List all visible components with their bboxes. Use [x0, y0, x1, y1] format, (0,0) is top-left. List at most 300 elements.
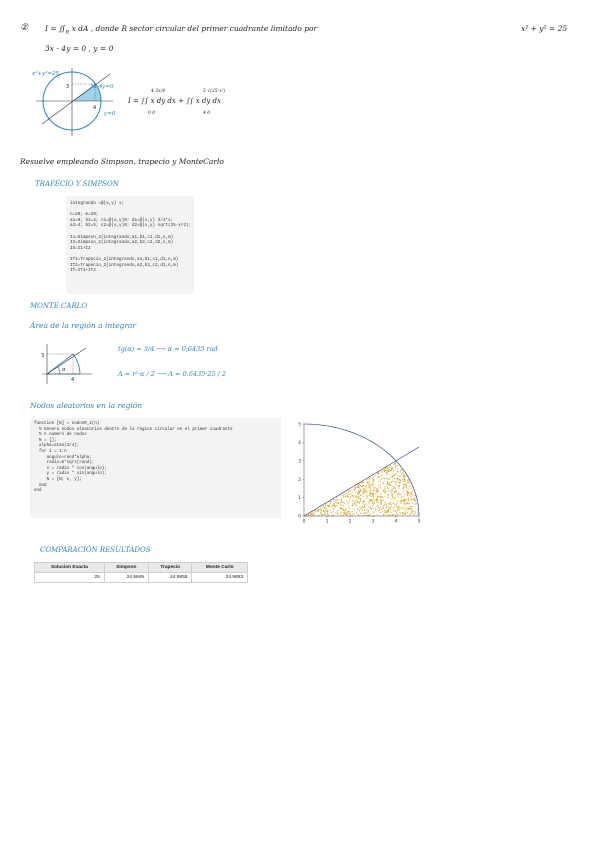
scatter-point — [402, 488, 403, 489]
scatter-point — [336, 505, 337, 506]
scatter-point — [366, 513, 367, 514]
scatter-point — [370, 490, 371, 491]
scatter-point — [372, 495, 373, 496]
scatter-point — [324, 511, 325, 512]
scatter-point — [391, 482, 392, 483]
scatter-point — [402, 473, 403, 474]
scatter-point — [404, 479, 405, 480]
scatter-point — [352, 501, 353, 502]
integral-b: + ∫∫ x dy dx — [178, 97, 221, 105]
scatter-point — [354, 502, 355, 503]
scatter-point — [391, 504, 392, 505]
scatter-point — [336, 499, 337, 500]
scatter-point — [382, 470, 383, 471]
scatter-point — [355, 500, 356, 501]
scatter-point — [369, 485, 370, 486]
scatter-point — [374, 487, 375, 488]
scatter-point — [409, 495, 410, 496]
scatter-point — [334, 508, 335, 509]
scatter-point — [359, 510, 360, 511]
scatter-point — [384, 488, 385, 489]
scatter-point — [350, 490, 351, 491]
scatter-point — [335, 500, 336, 501]
scatter-point — [347, 496, 348, 497]
scatter-point — [387, 512, 388, 513]
scatter-point — [343, 497, 344, 498]
scatter-point — [410, 496, 411, 497]
scatter-point — [355, 487, 356, 488]
scatter-point — [371, 514, 372, 515]
scatter-point — [378, 505, 379, 506]
scatter-point — [413, 499, 414, 500]
scatter-point — [393, 488, 394, 489]
code-lines — [66, 196, 194, 279]
scatter-point — [366, 493, 367, 494]
scatter-point — [394, 486, 395, 487]
scatter-point — [398, 475, 399, 476]
tg-formula: tg(α) = 3/4 ⟶ α = 0,6435 rad — [118, 345, 218, 353]
scatter-point — [395, 474, 396, 475]
scatter-point — [391, 485, 392, 486]
scatter-point — [331, 512, 332, 513]
scatter-point — [412, 506, 413, 507]
scatter-point — [384, 486, 385, 487]
scatter-point — [383, 482, 384, 483]
scatter-point — [345, 512, 346, 513]
scatter-point — [356, 505, 357, 506]
code2-line: N = [N; x, y]; — [34, 477, 82, 482]
scatter-point — [378, 491, 379, 492]
scatter-point — [373, 503, 374, 504]
scatter-point — [399, 506, 400, 507]
scatter-point — [346, 493, 347, 494]
code2-line: function [N] = nodosR_2(n) — [34, 422, 100, 426]
x-tick-label: 4 — [394, 519, 398, 525]
scatter-point — [385, 491, 386, 492]
scatter-point — [330, 503, 331, 504]
scatter-point — [364, 491, 365, 492]
scatter-point — [346, 513, 347, 514]
scatter-point — [360, 495, 361, 496]
scatter-point — [361, 486, 362, 487]
problem-text: x dA , donde R sector circular del primer cuadrante limitado por — [71, 24, 318, 33]
code-block-nodos — [30, 418, 281, 518]
scatter-point — [373, 496, 374, 497]
scatter-point — [398, 471, 399, 472]
scatter-point — [402, 492, 403, 493]
table-row — [35, 573, 248, 583]
scatter-point — [381, 479, 382, 480]
scatter-point — [406, 500, 407, 501]
scatter-point — [311, 513, 312, 514]
scatter-point — [364, 510, 365, 511]
scatter-point — [391, 490, 392, 491]
scatter-point — [321, 508, 322, 509]
scatter-point — [371, 493, 372, 494]
area-formula: A = r²·α / 2 ⟶ A = 0.6435·25 / 2 — [118, 370, 227, 378]
scatter-point — [373, 499, 374, 500]
scatter-point — [373, 498, 374, 499]
scatter-point — [367, 479, 368, 480]
scatter-point — [353, 496, 354, 497]
scatter-point — [370, 486, 371, 487]
scatter-point — [406, 491, 407, 492]
scatter-point — [378, 473, 379, 474]
scatter-point — [407, 502, 408, 503]
scatter-point — [313, 515, 314, 516]
scatter-point — [333, 505, 334, 506]
scatter-point — [410, 493, 411, 494]
scatter-point — [322, 513, 323, 514]
scatter-point — [385, 484, 386, 485]
scatter-point — [392, 486, 393, 487]
scatter-point — [399, 476, 400, 477]
scatter-point — [366, 505, 367, 506]
scatter-point — [391, 467, 392, 468]
scatter-point — [362, 510, 363, 511]
scatter-point — [392, 497, 393, 498]
code2-line: y = radio * sin(angulo); — [34, 472, 107, 477]
scatter-point — [411, 511, 412, 512]
scatter-point — [395, 484, 396, 485]
code2-line: % Genera nodos aleatorios dentro de la region circular en el primer cuadrante — [34, 427, 233, 432]
scatter-point — [381, 475, 382, 476]
scatter-point — [321, 514, 322, 515]
comparison-table — [34, 562, 248, 583]
scatter-point — [369, 487, 370, 488]
scatter-point — [384, 496, 385, 497]
scatter-point — [343, 505, 344, 506]
scatter-point — [376, 492, 377, 493]
scatter-point — [391, 492, 392, 493]
scatter-point — [411, 509, 412, 510]
code2-line: angulo=rand*alpha; — [34, 455, 92, 460]
integral-symbol: I = ∬ — [45, 24, 66, 33]
scatter-point — [356, 496, 357, 497]
int-limits-b-up: 5 √(25-x²) — [203, 89, 226, 94]
scatter-point — [405, 479, 406, 480]
scatter-point — [380, 499, 381, 500]
scatter-point — [395, 483, 396, 484]
scatter-point — [385, 511, 386, 512]
scatter-point — [348, 494, 349, 495]
scatter-point — [395, 511, 396, 512]
scatter-point — [343, 514, 344, 515]
scatter-point — [360, 513, 361, 514]
scatter-point — [394, 478, 395, 479]
scatter-point — [388, 503, 389, 504]
scatter-point — [363, 482, 364, 483]
scatter-point — [329, 509, 330, 510]
scatter-point — [386, 473, 387, 474]
scatter-point — [359, 490, 360, 491]
scatter-point — [358, 515, 359, 516]
scatter-point — [407, 480, 408, 481]
int-limits-a-low: 0 0 — [148, 111, 156, 116]
scatter-point — [396, 513, 397, 514]
scatter-point — [387, 494, 388, 495]
scatter-point — [381, 504, 382, 505]
scatter-point — [396, 505, 397, 506]
integral-formula — [128, 97, 221, 105]
scatter-point — [389, 507, 390, 508]
scatter-point — [370, 508, 371, 509]
scatter-point — [393, 509, 394, 510]
scatter-point — [329, 501, 330, 502]
scatter-point — [370, 489, 371, 490]
scatter-point — [361, 483, 362, 484]
scatter-point — [348, 513, 349, 514]
scatter-point — [314, 514, 315, 515]
scatter-point — [388, 490, 389, 491]
scatter-point — [396, 473, 397, 474]
scatter-point — [385, 514, 386, 515]
scatter-point — [378, 502, 379, 503]
scatter-point — [364, 490, 365, 491]
scatter-point — [407, 495, 408, 496]
scatter-point — [393, 510, 394, 511]
scatter-point — [338, 514, 339, 515]
scatter-point — [360, 498, 361, 499]
scatter-point — [324, 514, 325, 515]
scatter-point — [408, 500, 409, 501]
scatter-point — [362, 482, 363, 483]
scatter-point — [392, 508, 393, 509]
scatter-point — [408, 509, 409, 510]
scatter-point — [369, 499, 370, 500]
scatter-point — [312, 514, 313, 515]
scatter-point — [388, 498, 389, 499]
scatter-point — [400, 508, 401, 509]
scatter-point — [349, 514, 350, 515]
scatter-point — [405, 505, 406, 506]
scatter-point — [349, 494, 350, 495]
scatter-point — [347, 501, 348, 502]
scatter-point — [347, 503, 348, 504]
scatter-point — [355, 504, 356, 505]
scatter-point — [385, 503, 386, 504]
scatter-point — [391, 489, 392, 490]
scatter-point — [375, 508, 376, 509]
scatter-point — [387, 491, 388, 492]
scatter-point — [324, 512, 325, 513]
int-limits-b-low: 4 0 — [203, 111, 211, 116]
scatter-point — [407, 508, 408, 509]
scatter-point — [344, 503, 345, 504]
scatter-point — [408, 503, 409, 504]
scatter-point — [363, 502, 364, 503]
scatter-point — [404, 494, 405, 495]
scatter-point — [384, 510, 385, 511]
area-heading: Área de la región a integrar — [30, 321, 137, 330]
scatter-point — [383, 500, 384, 501]
x-tick-label: 0 — [302, 519, 306, 525]
scatter-point — [389, 470, 390, 471]
scatter-point — [343, 512, 344, 513]
scatter-point — [380, 484, 381, 485]
scatter-point — [387, 469, 388, 470]
scatter-point — [352, 508, 353, 509]
scatter-point — [380, 501, 381, 502]
scatter-point — [406, 510, 407, 511]
scatter-point — [321, 510, 322, 511]
scatter-point — [358, 514, 359, 515]
scatter-point — [405, 485, 406, 486]
scatter-point — [383, 470, 384, 471]
scatter-point — [388, 510, 389, 511]
scatter-point — [369, 479, 370, 480]
scatter-point — [380, 494, 381, 495]
scatter-point — [373, 482, 374, 483]
scatter-point — [393, 475, 394, 476]
header-exacta: Solucion Exacta — [35, 563, 105, 573]
scatter-point — [398, 494, 399, 495]
scatter-point — [375, 475, 376, 476]
code1-line: a2=4; b2=5; c2=@(x,y)0; d2=@(x,y) sqrt(25-x^2); — [70, 223, 192, 229]
scatter-point — [390, 512, 391, 513]
scatter-point — [392, 495, 393, 496]
scatter-point — [373, 512, 374, 513]
scatter-point — [396, 506, 397, 507]
integral-region: R — [65, 29, 70, 36]
scatter-point — [363, 493, 364, 494]
scatter-point — [363, 500, 364, 501]
scatter-point — [325, 510, 326, 511]
scatter-point — [357, 508, 358, 509]
scatter-point — [393, 473, 394, 474]
scatter-point — [355, 502, 356, 503]
scatter-point — [324, 507, 325, 508]
scatter-point — [396, 481, 397, 482]
alpha-arc — [58, 367, 60, 374]
scatter-point — [404, 476, 405, 477]
scatter-point — [377, 496, 378, 497]
scatter-point — [387, 496, 388, 497]
scatter-point — [401, 474, 402, 475]
scatter-point — [403, 509, 404, 510]
scatter-point — [411, 492, 412, 493]
scatter-point — [406, 503, 407, 504]
scatter-point — [349, 506, 350, 507]
cell-exacta: 25 — [35, 573, 105, 583]
scatter-point — [320, 512, 321, 513]
scatter-point — [397, 509, 398, 510]
problem-line-2: 3x - 4y = 0 , y = 0 — [45, 44, 114, 53]
scatter-point — [369, 495, 370, 496]
scatter-point — [374, 487, 375, 488]
scatter-point — [412, 510, 413, 511]
scatter-point — [372, 479, 373, 480]
scatter-point — [318, 514, 319, 515]
header-trapecio: Trapecio — [148, 563, 191, 573]
scatter-point — [401, 499, 402, 500]
scatter-point — [399, 485, 400, 486]
scatter-point — [405, 499, 406, 500]
nodos-heading: Nodos aleatorios en la región — [30, 401, 143, 410]
scatter-point — [377, 498, 378, 499]
scatter-point — [343, 502, 344, 503]
scatter-point — [400, 482, 401, 483]
scatter-point — [337, 503, 338, 504]
scatter-point — [417, 509, 418, 510]
scatter-point — [399, 509, 400, 510]
scatter-point — [387, 478, 388, 479]
cell-montecarlo: 24.9853 — [192, 573, 248, 583]
scatter-point — [380, 497, 381, 498]
scatter-point — [377, 506, 378, 507]
scatter-point — [397, 471, 398, 472]
code1-line: IT2=Trapecio_2(integrando,a2,b2,c2,d2,n,m) — [70, 262, 179, 268]
area-tick-3: 3 — [41, 353, 45, 359]
scatter-point — [414, 511, 415, 512]
scatter-point — [362, 486, 363, 487]
scatter-point — [368, 511, 369, 512]
scatter-point — [399, 479, 400, 480]
scatter-point — [412, 490, 413, 491]
y-tick-label: 2 — [298, 477, 301, 483]
scatter-point — [372, 505, 373, 506]
scatter-point — [369, 490, 370, 491]
scatter-point — [403, 500, 404, 501]
scatter-point — [350, 498, 351, 499]
scatter-point — [380, 512, 381, 513]
scatter-point — [342, 508, 343, 509]
scatter-point — [403, 474, 404, 475]
scatter-point — [335, 506, 336, 507]
scatter-point — [403, 512, 404, 513]
scatter-point — [336, 502, 337, 503]
scatter-point — [352, 511, 353, 512]
scatter-point — [388, 488, 389, 489]
scatter-point — [394, 504, 395, 505]
scatter-point — [315, 511, 316, 512]
scatter-point — [388, 479, 389, 480]
scatter-point — [366, 495, 367, 496]
scatter-point — [343, 493, 344, 494]
scatter-point — [405, 512, 406, 513]
scatter-point — [348, 492, 349, 493]
scatter-point — [391, 506, 392, 507]
scatter-point — [376, 502, 377, 503]
code2-line: for i = 1:n — [34, 449, 67, 454]
scatter-point — [371, 499, 372, 500]
scatter-point — [414, 503, 415, 504]
scatter-point — [333, 511, 334, 512]
scatter-point — [410, 488, 411, 489]
table-header-row — [35, 563, 248, 573]
scatter-point — [413, 511, 414, 512]
scatter-point — [367, 497, 368, 498]
scatter-point — [387, 510, 388, 511]
scatter-point — [400, 501, 401, 502]
scatter-point — [408, 501, 409, 502]
scatter-point — [386, 506, 387, 507]
scatter-point — [397, 494, 398, 495]
scatter-point — [359, 491, 360, 492]
scatter-point — [409, 486, 410, 487]
code2-line: x = radio * cos(angulo); — [34, 466, 107, 471]
scatter-point — [376, 514, 377, 515]
scatter-point — [340, 513, 341, 514]
scatter-point — [355, 492, 356, 493]
scatter-point — [353, 505, 354, 506]
scatter-point — [401, 469, 402, 470]
scatter-point — [326, 503, 327, 504]
scatter-point — [413, 495, 414, 496]
scatter-point — [363, 496, 364, 497]
scatter-point — [359, 484, 360, 485]
scatter-point — [376, 489, 377, 490]
